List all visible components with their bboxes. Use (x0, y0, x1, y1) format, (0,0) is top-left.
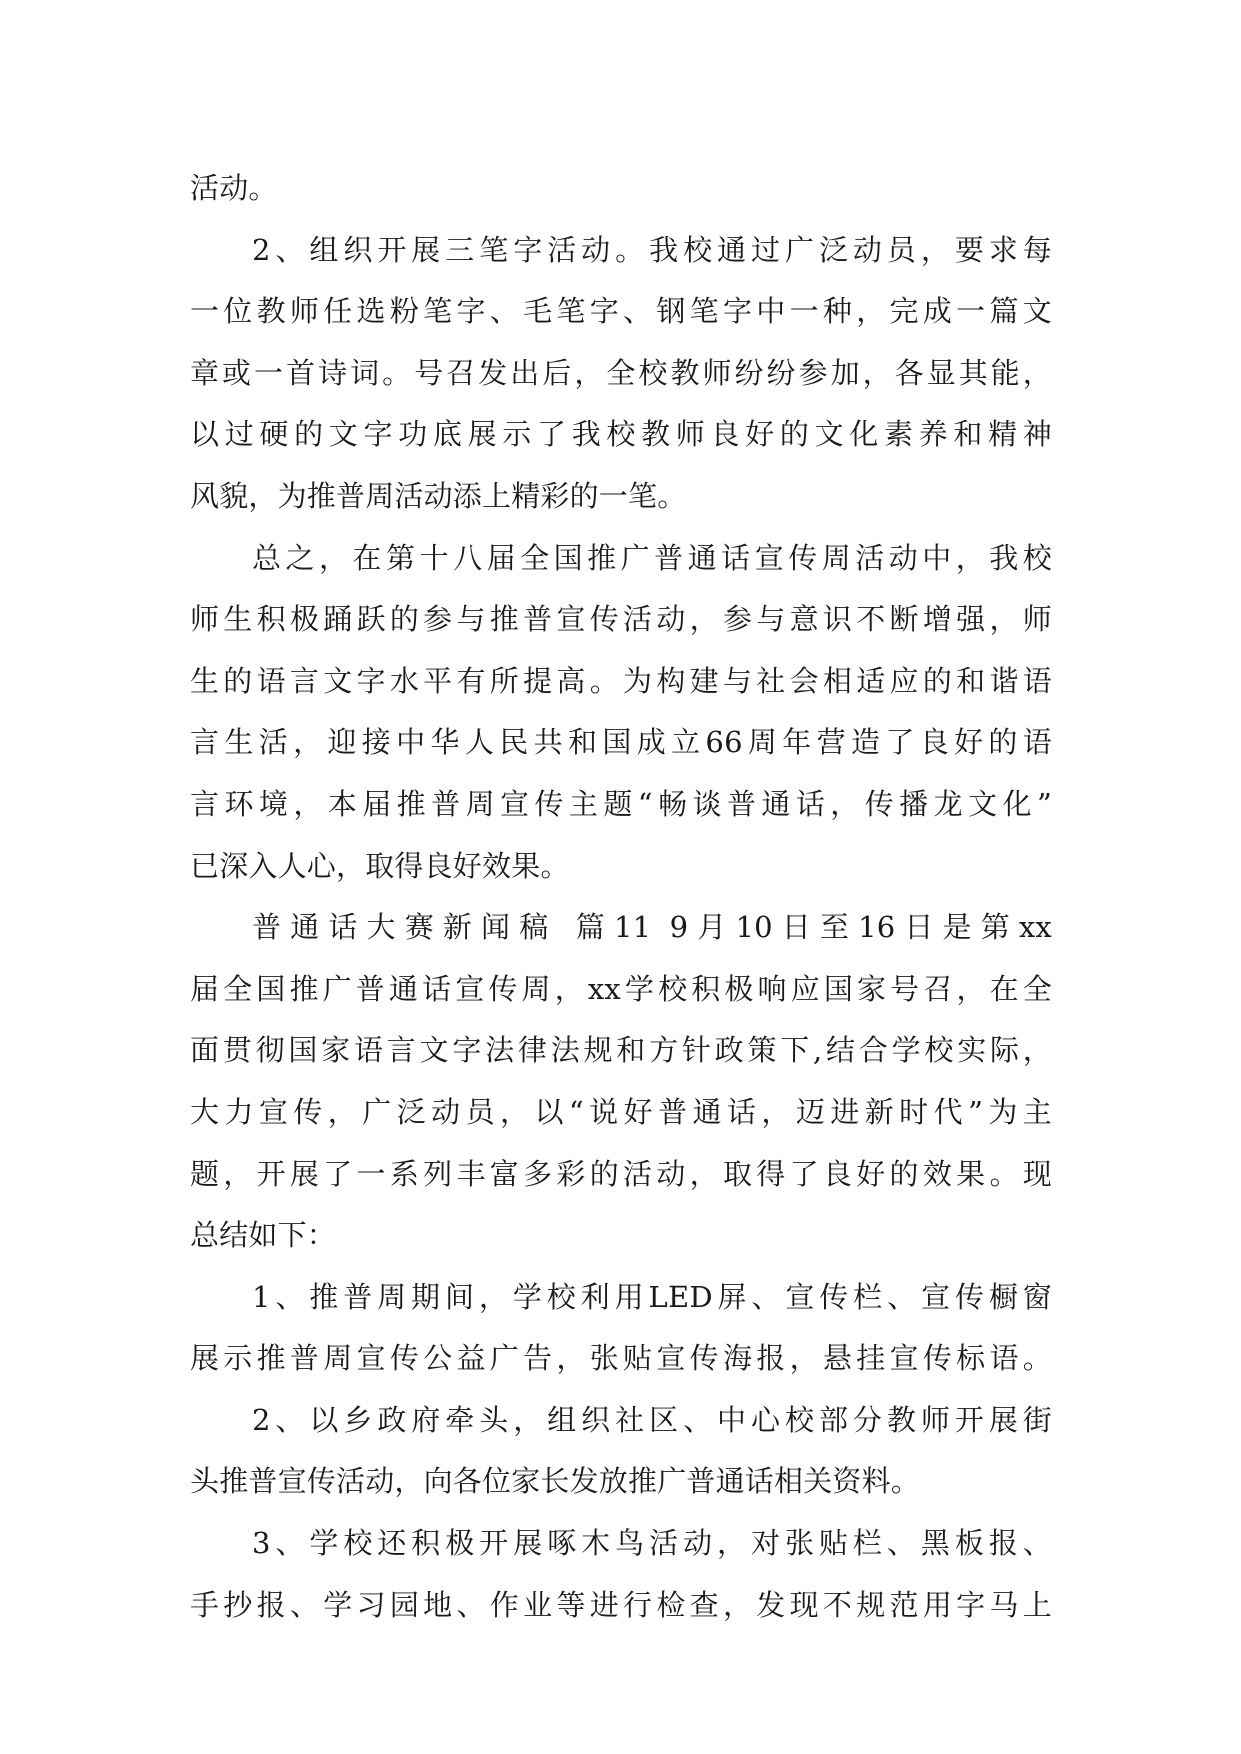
text-line: 届全国推广普通话宣传周，xx学校积极响应国家号召，在全 (190, 971, 1052, 1006)
text-line: 面贯彻国家语言文字法律法规和方针政策下,结合学校实际， (190, 1033, 1052, 1068)
text-line: 风貌，为推普周活动添上精彩的一笔。 (190, 478, 687, 513)
text-line: 以过硬的文字功底展示了我校教师良好的文化素养和精神 (190, 417, 1052, 452)
text-line: 2、组织开展三笔字活动。我校通过广泛动员，要求每 (252, 232, 1052, 267)
document-body (190, 158, 1052, 1636)
text-line: 总之，在第十八届全国推广普通话宣传周活动中，我校 (252, 540, 1052, 575)
text-line: 言生活，迎接中华人民共和国成立66周年营造了良好的语 (190, 725, 1052, 760)
text-line: 展示推普周宣传公益广告，张贴宣传海报，悬挂宣传标语。 (190, 1341, 1052, 1376)
text-line: 2、以乡政府牵头，组织社区、中心校部分教师开展街 (252, 1402, 1052, 1437)
text-line: 总结如下： (190, 1218, 337, 1253)
text-line: 一位教师任选粉笔字、毛笔字、钢笔字中一种，完成一篇文 (190, 294, 1052, 329)
text-line: 活动。 (190, 171, 278, 205)
text-line: 大力宣传，广泛动员，以“说好普通话，迈进新时代”为主 (190, 1094, 1052, 1129)
text-line: 1、推普周期间，学校利用LED屏、宣传栏、宣传橱窗 (252, 1279, 1052, 1314)
text-line: 头推普宣传活动，向各位家长发放推广普通话相关资料。 (190, 1464, 921, 1499)
text-line: 师生积极踊跃的参与推普宣传活动，参与意识不断增强，师 (190, 602, 1052, 637)
text-line: 已深入人心，取得良好效果。 (190, 848, 570, 883)
section-heading-line: 普通话大赛新闻稿 篇11 9月10日至16日是第xx (252, 910, 1052, 945)
text-line: 言环境，本届推普周宣传主题“畅谈普通话，传播龙文化” (190, 786, 1052, 821)
text-line: 3、学校还积极开展啄木鸟活动，对张贴栏、黑板报、 (252, 1526, 1052, 1561)
text-line: 题，开展了一系列丰富多彩的活动，取得了良好的效果。现 (190, 1156, 1052, 1191)
text-line: 章或一首诗词。号召发出后，全校教师纷纷参加，各显其能， (190, 355, 1052, 390)
text-line: 生的语言文字水平有所提高。为构建与社会相适应的和谐语 (190, 663, 1052, 698)
text-line: 手抄报、学习园地、作业等进行检查，发现不规范用字马上 (190, 1587, 1052, 1622)
